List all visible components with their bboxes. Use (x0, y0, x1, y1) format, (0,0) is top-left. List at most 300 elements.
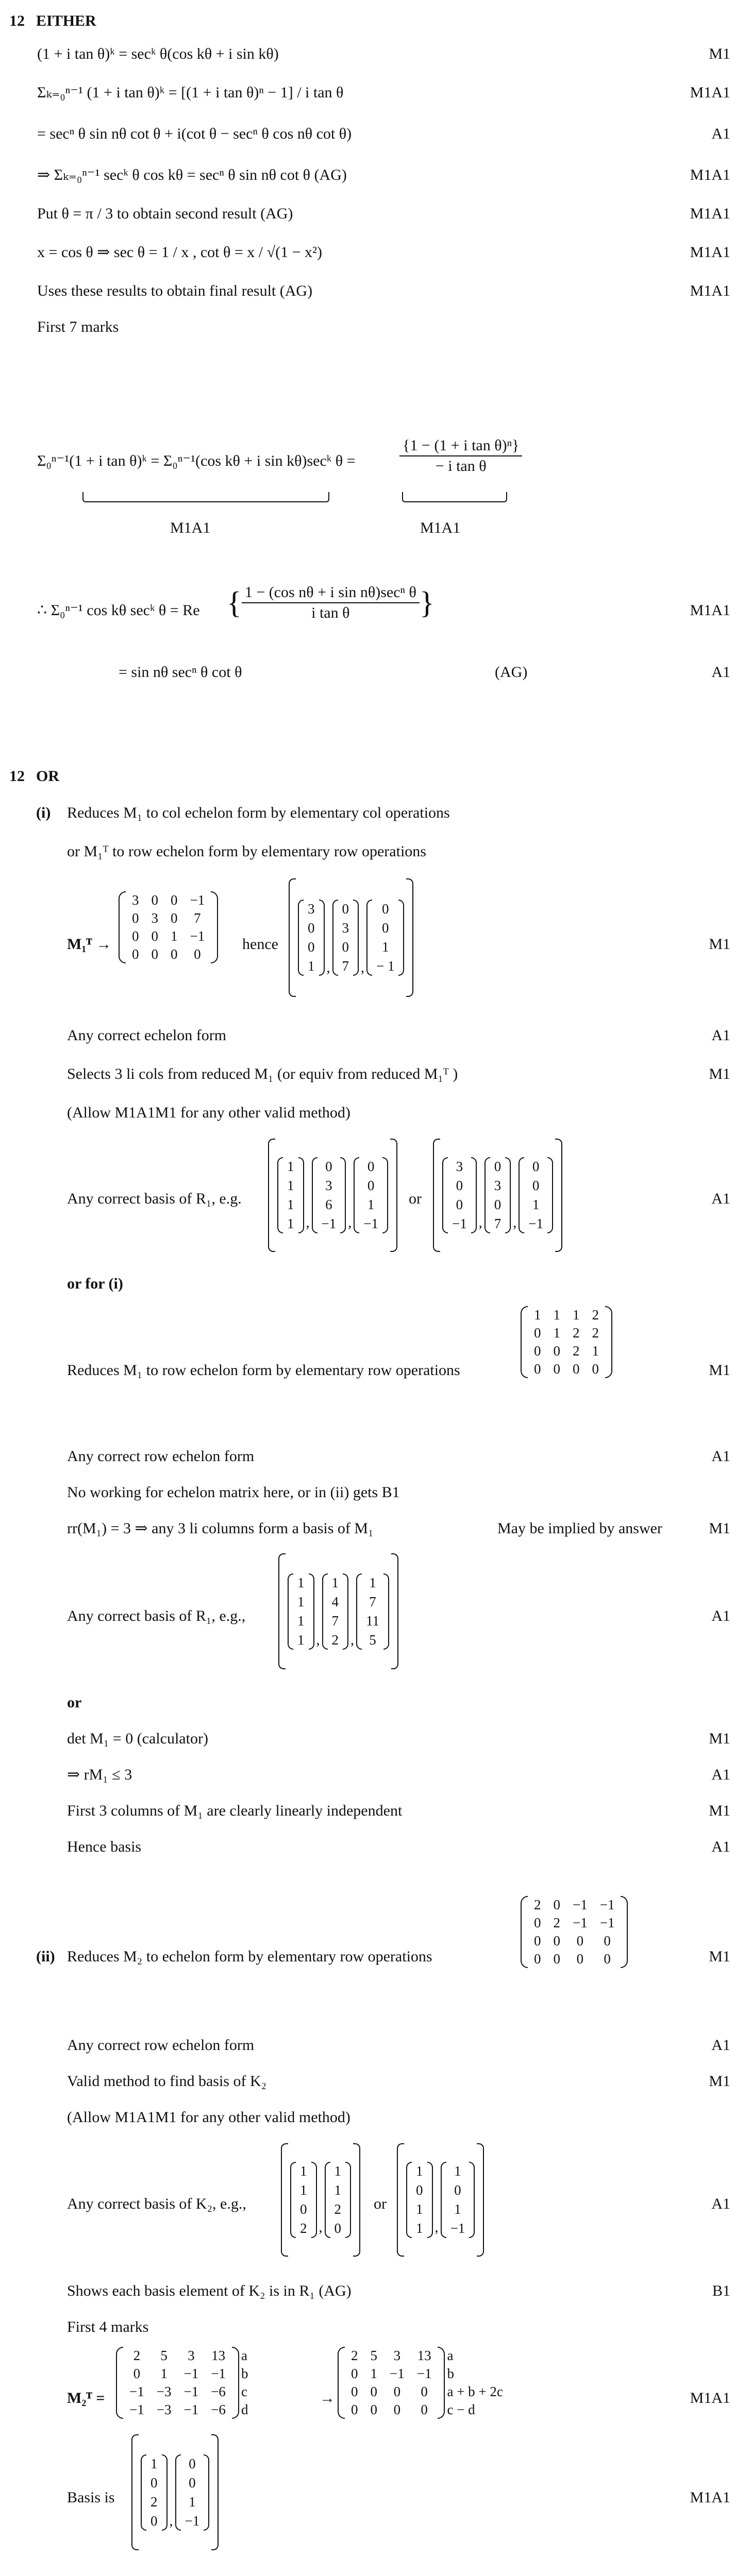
vector-cell: 0 (494, 1197, 502, 1212)
matrix-cell: 0 (576, 1951, 584, 1967)
matrix-cell: 0 (151, 946, 158, 962)
vector-cell: 0 (381, 920, 389, 936)
matrix-cell: 0 (351, 2366, 358, 2381)
ii-any: Any correct row echelon form (67, 2037, 255, 2054)
right-brace (406, 878, 413, 997)
vector-table (317, 1157, 341, 1233)
vector-cell: 7 (331, 1613, 339, 1629)
augment-table (239, 2347, 255, 2419)
rm-mark: A1 (711, 1766, 730, 1783)
matrix-cell: 0 (553, 1343, 560, 1359)
matrix-cell: −1 (183, 2366, 199, 2381)
vector-cell: −1 (450, 2221, 465, 2236)
matrix-cell: 0 (351, 2384, 358, 2399)
part-i-label: (i) (36, 804, 51, 821)
left-paren (521, 1896, 528, 1968)
matrix-cell: 0 (573, 1361, 580, 1377)
right-paren (547, 1157, 553, 1233)
matrix-cell: 1 (534, 1307, 541, 1323)
matrix-cell: a + b + 2c (447, 2384, 503, 2399)
vector-table (328, 1573, 343, 1650)
comma-separator: , (316, 1632, 320, 1648)
vector-cell: 0 (189, 2455, 196, 2471)
matrix-cell: −1 (190, 892, 205, 908)
vector-cell: 1 (300, 2163, 307, 2179)
vector-cell: 1 (297, 1574, 305, 1590)
m2-matrix (521, 1896, 628, 1968)
matrix-cell: 3 (151, 910, 158, 926)
vector-cell: 0 (308, 920, 315, 936)
left-paren (332, 900, 338, 976)
matrix-cell: 5 (370, 2348, 377, 2363)
matrix-cell: 0 (393, 2402, 401, 2417)
vector-cell: 0 (494, 1159, 502, 1174)
either-line: Uses these results to obtain final result (AG) (37, 282, 313, 299)
matrix-cell: 0 (553, 1933, 560, 1948)
right-paren (605, 1306, 612, 1378)
column-vector (441, 2162, 475, 2238)
matrix-cell: 0 (132, 910, 139, 926)
matrix-cell: 0 (151, 892, 158, 908)
matrix-cell: −1 (390, 2366, 405, 2381)
vector-cell: 0 (151, 2513, 158, 2529)
comma-separator: , (319, 2219, 323, 2235)
vector-table (181, 2454, 204, 2531)
matrix-cell: 0 (151, 928, 158, 944)
matrix-cell: c (241, 2384, 247, 2399)
either-line: (1 + i tan θ)ᵏ = secᵏ θ(cos kθ + i sin kθ) (37, 45, 279, 62)
column-vector (519, 1157, 553, 1233)
vector-table (283, 1157, 298, 1233)
rr-mark: M1 (709, 1520, 730, 1537)
right-brace (477, 2143, 484, 2257)
brace-mark-1: M1A1 (170, 519, 211, 536)
vector-table (524, 1157, 547, 1233)
basis-is: Basis is (67, 2489, 115, 2506)
vector-cell: 1 (334, 2182, 341, 2198)
vector-table (338, 900, 354, 976)
underbrace-2 (402, 492, 507, 502)
right-paren (319, 900, 325, 976)
vector-cell: 0 (342, 939, 349, 955)
row-matrix (521, 1306, 612, 1378)
matrix-cell: 0 (132, 946, 139, 962)
matrix-cell: 2 (133, 2348, 141, 2363)
part-ii-label: (ii) (36, 1948, 55, 1965)
vector-cell: 0 (456, 1178, 463, 1193)
comma-separator: , (306, 1215, 310, 1231)
matrix-cell: 1 (592, 1343, 599, 1359)
matrix-cell: 3 (188, 2348, 195, 2363)
matrix-cell: 1 (171, 928, 178, 944)
either-line-mark: M1A1 (690, 166, 730, 183)
basis-k2-label: Any correct basis of K₂, e.g., (67, 2195, 246, 2212)
vector-cell: 1 (189, 2494, 196, 2510)
rr-note: May be implied by answer (497, 1520, 662, 1537)
hence-basis: Hence basis (67, 1838, 142, 1855)
matrix-cell: 0 (534, 1361, 541, 1377)
vector-table (304, 900, 319, 976)
left-paren (441, 2162, 446, 2238)
hence-mark: M1 (709, 936, 730, 953)
basis-r1b-mark: A1 (711, 1607, 730, 1624)
matrix-table (123, 2347, 232, 2419)
vector-cell: 1 (287, 1216, 294, 1231)
vector-cell: 0 (454, 2182, 461, 2198)
column-vector (312, 1157, 346, 1233)
vector-table (372, 900, 398, 976)
row-mark: M1 (709, 1362, 730, 1379)
section-heading-or: OR (36, 768, 59, 785)
either-line-mark: M1A1 (690, 282, 730, 299)
right-paren (398, 900, 404, 976)
right-paren (298, 1157, 304, 1233)
matrix-cell: −3 (156, 2384, 172, 2399)
vector-cell: 1 (369, 1574, 376, 1590)
section-heading-either: EITHER (36, 12, 96, 29)
matrix-table (126, 891, 211, 963)
vector-cell: 1 (367, 1197, 375, 1212)
left-brace (433, 1139, 440, 1252)
matrix-cell: 2 (553, 1915, 560, 1930)
matrix-cell: −1 (573, 1915, 588, 1930)
right-paren (309, 1573, 314, 1650)
right-brace (390, 1139, 397, 1252)
column-vector (354, 1157, 388, 1233)
vector-cell: 1 (454, 2163, 461, 2179)
ii-any-mark: A1 (711, 2037, 730, 2054)
right-paren (383, 1573, 389, 1650)
first4: First 4 marks (67, 2318, 149, 2335)
basis-r1-label: Any correct basis of R₁, e.g. (67, 1190, 242, 1207)
matrix-cell: 5 (160, 2348, 168, 2363)
vector-cell: 0 (151, 2475, 158, 2490)
left-paren (298, 900, 304, 976)
right-brace (353, 2143, 360, 2257)
matrix-cell: 1 (160, 2366, 168, 2381)
alt-final-mark: A1 (711, 664, 730, 681)
left-paren (338, 2347, 345, 2419)
alt-sum-left: Σ₀ⁿ⁻¹(1 + i tan θ)ᵏ = Σ₀ⁿ⁻¹(cos kθ + i sin kθ)secᵏ θ = (37, 452, 356, 469)
matrix-cell: 2 (351, 2348, 358, 2363)
column-vector (322, 1573, 349, 1650)
vector-cell: 1 (308, 958, 315, 974)
left-paren (356, 1573, 362, 1650)
left-paren (354, 1157, 359, 1233)
vector-table (412, 2162, 427, 2238)
matrix-cell: 2 (573, 1325, 580, 1341)
column-vector (277, 1157, 304, 1233)
matrix-cell: 0 (553, 1361, 560, 1377)
matrix-cell: 0 (592, 1361, 599, 1377)
vector-table (293, 1573, 309, 1650)
matrix-cell: 2 (573, 1343, 580, 1359)
vector-cell: 1 (297, 1632, 305, 1648)
vector-cell: 7 (369, 1594, 376, 1609)
vector-cell: 1 (334, 2163, 341, 2179)
column-vector (141, 2454, 168, 2531)
alt-sum-num: {1 − (1 + i tan θ)ⁿ} (399, 438, 522, 456)
column-vector (484, 1157, 511, 1233)
alt-re-left: ∴ Σ₀ⁿ⁻¹ cos kθ secᵏ θ = Re (37, 602, 200, 619)
vector-cell: − 1 (376, 958, 395, 974)
left-brace (289, 878, 296, 997)
right-brace (391, 1553, 398, 1669)
alt-re-num: 1 − (cos nθ + i sin nθ)secⁿ θ (242, 585, 420, 603)
shows-mark: B1 (712, 2282, 730, 2299)
right-paren (340, 1157, 346, 1233)
any-echelon-mark: A1 (711, 1027, 730, 1044)
matrix-cell: 0 (534, 1915, 541, 1930)
alt-final-ag: (AG) (495, 664, 528, 681)
basis-is-set (131, 2434, 219, 2550)
vector-cell: 3 (308, 901, 315, 917)
matrix-cell: 0 (534, 1325, 541, 1341)
column-vector (442, 1157, 477, 1233)
comma-separator: , (326, 960, 330, 976)
left-paren (116, 2347, 123, 2419)
vector-table (446, 2162, 470, 2238)
column-vector (325, 2162, 352, 2238)
basis-r1-mark: A1 (711, 1190, 730, 1207)
comma-separator: , (350, 1632, 354, 1648)
vector-cell: 0 (367, 1159, 375, 1174)
selects-mark: M1 (709, 1065, 730, 1082)
matrix-cell: 13 (211, 2348, 226, 2363)
vector-cell: 0 (334, 2221, 341, 2236)
matrix-cell: 0 (534, 1933, 541, 1948)
ii-valid-mark: M1 (709, 2073, 730, 2090)
right-paren (438, 2347, 445, 2419)
basis-k2-mark: A1 (711, 2195, 730, 2212)
left-paren (406, 2162, 412, 2238)
m1t-label: M₁ᵀ → (67, 936, 112, 953)
matrix-cell: −1 (129, 2384, 144, 2399)
basis-r1b-label: Any correct basis of R₁, e.g., (67, 1607, 246, 1624)
right-paren (343, 1573, 348, 1650)
matrix-cell: 3 (132, 892, 139, 908)
vector-cell: 1 (416, 2221, 423, 2236)
vector-cell: 1 (416, 2163, 423, 2179)
right-paren (211, 891, 218, 963)
comma-separator: , (435, 2219, 439, 2235)
left-paren (141, 2454, 146, 2531)
matrix-cell: 0 (604, 1951, 611, 1967)
matrix-cell: a (241, 2348, 247, 2363)
question-number-or: 12 (9, 768, 25, 785)
matrix-cell: 0 (194, 946, 201, 962)
left-paren (519, 1157, 524, 1233)
matrix-cell: 0 (576, 1933, 584, 1948)
augment-table (445, 2347, 509, 2419)
matrix-cell: 13 (417, 2348, 431, 2363)
any-echelon: Any correct echelon form (67, 1027, 227, 1044)
left-paren (484, 1157, 490, 1233)
vector-cell: 0 (456, 1197, 463, 1212)
left-paren (175, 2454, 181, 2531)
basis-or-word: or (409, 1190, 422, 1207)
ii-text: Reduces M₂ to echelon form by elementary row operations (67, 1948, 432, 1965)
column-vector (332, 900, 359, 976)
vector-cell: 0 (416, 2182, 423, 2198)
basis-k2-or: or (374, 2195, 387, 2212)
matrix-cell: −3 (156, 2402, 172, 2417)
matrix-cell: −1 (416, 2366, 432, 2381)
vector-cell: 2 (300, 2221, 307, 2236)
matrix-cell: −1 (573, 1897, 588, 1912)
vector-cell: −1 (528, 1216, 543, 1231)
right-paren (345, 2162, 351, 2238)
vector-cell: 1 (381, 939, 389, 955)
underbrace-1 (82, 492, 329, 502)
either-line: First 7 marks (37, 318, 119, 335)
vector-cell: −1 (321, 1216, 337, 1231)
vector-table (146, 2454, 162, 2531)
vector-cell: 0 (189, 2475, 196, 2490)
matrix-cell: 1 (553, 1307, 560, 1323)
left-paren (277, 1157, 283, 1233)
right-paren (204, 2454, 209, 2531)
vector-cell: 7 (494, 1216, 502, 1231)
alt-re-mark: M1A1 (690, 602, 730, 619)
comma-separator: , (361, 960, 364, 976)
matrix-cell: −1 (129, 2402, 144, 2417)
column-vector (366, 900, 404, 976)
vector-table (330, 2162, 346, 2238)
alt-re-den: i tan θ (311, 604, 350, 621)
matrix-cell: −1 (190, 928, 205, 944)
either-line: ⇒ Σₖ₌₀ⁿ⁻¹ secᵏ θ cos kθ = secⁿ θ sin nθ cot θ (AG) (37, 166, 347, 183)
matrix-cell: −1 (183, 2402, 199, 2417)
right-paren (471, 1157, 477, 1233)
rr-text: rr(M₁) = 3 ⇒ any 3 li columns form a basis of M₁ (67, 1520, 374, 1537)
matrix-cell: 0 (370, 2384, 377, 2399)
left-paren (521, 1306, 528, 1378)
column-vector (298, 900, 325, 976)
aug-label: M₂ᵀ = (67, 2389, 105, 2406)
column-vector (290, 2162, 317, 2238)
hence-word: hence (242, 936, 278, 953)
vector-cell: 1 (151, 2455, 158, 2471)
vector-cell: 2 (331, 1632, 339, 1648)
hence-vectors (289, 878, 413, 997)
basis-r1-set1 (268, 1139, 397, 1252)
vector-cell: 0 (532, 1178, 540, 1193)
left-brace (278, 1553, 286, 1669)
matrix-cell: 1 (370, 2366, 377, 2381)
comma-separator: , (478, 1215, 482, 1231)
matrix-cell: 0 (171, 910, 178, 926)
right-paren (427, 2162, 433, 2238)
right-brace (555, 1139, 562, 1252)
basis-k2-set2 (397, 2143, 484, 2257)
matrix-cell: 2 (534, 1897, 541, 1912)
right-brace (211, 2434, 219, 2550)
selects: Selects 3 li cols from reduced M₁ (or equiv from reduced M₁ᵀ ) (67, 1065, 458, 1082)
right-paren (353, 900, 359, 976)
vector-cell: 1 (287, 1178, 294, 1193)
basis-r1-set2 (433, 1139, 562, 1252)
either-line-mark: M1A1 (690, 205, 730, 222)
aug-right-matrix (338, 2347, 509, 2419)
aug-mark: M1A1 (690, 2389, 730, 2406)
vector-cell: −1 (185, 2513, 200, 2529)
allow2: (Allow M1A1M1 for any other valid method) (67, 2109, 350, 2126)
first3-mark: M1 (709, 1802, 730, 1819)
matrix-cell: 0 (553, 1951, 560, 1967)
either-line-mark: M1A1 (690, 244, 730, 261)
vector-table (490, 1157, 506, 1233)
vector-cell: 11 (366, 1613, 379, 1629)
vector-cell: 1 (300, 2182, 307, 2198)
column-vector (288, 1573, 314, 1650)
vector-cell: 3 (456, 1159, 463, 1174)
matrix-cell: 1 (553, 1325, 560, 1341)
left-paren (290, 2162, 296, 2238)
vector-cell: 0 (381, 901, 389, 917)
vector-cell: 7 (342, 958, 349, 974)
vector-cell: 5 (369, 1632, 376, 1648)
left-paren (442, 1157, 448, 1233)
vector-table (362, 1573, 383, 1650)
aug-arrow-icon: → (320, 2389, 335, 2406)
right-paren (469, 2162, 475, 2238)
matrix-table (528, 1306, 605, 1378)
matrix-cell: −1 (211, 2366, 226, 2381)
rm-text: ⇒ rM₁ ≤ 3 (67, 1766, 132, 1783)
matrix-cell: 0 (553, 1897, 560, 1912)
alt-sum-fraction (399, 438, 522, 474)
left-brace (281, 2143, 288, 2257)
right-paren (382, 1157, 388, 1233)
vector-cell: 0 (342, 901, 349, 917)
matrix-cell: 0 (421, 2384, 428, 2399)
matrix-table (345, 2347, 438, 2419)
vector-cell: 0 (532, 1159, 540, 1174)
matrix-cell: −6 (211, 2384, 226, 2399)
alt-final: = sin nθ secⁿ θ cot θ (119, 664, 242, 681)
matrix-cell: b (447, 2366, 454, 2381)
basis-k2-set1 (281, 2143, 360, 2257)
left-paren (366, 900, 372, 976)
matrix-table (528, 1896, 621, 1968)
vector-cell: 0 (325, 1159, 332, 1174)
matrix-cell: −1 (599, 1915, 615, 1930)
either-line-mark: A1 (711, 125, 730, 142)
matrix-cell: −1 (183, 2384, 199, 2399)
either-line-mark: M1A1 (690, 84, 730, 101)
comma-separator: , (513, 1215, 517, 1231)
matrix-cell: −6 (211, 2402, 226, 2417)
vector-cell: 1 (287, 1197, 294, 1212)
vector-cell: 0 (308, 939, 315, 955)
vector-table (296, 2162, 311, 2238)
shows: Shows each basis element of K₂ is in R₁ (AG) (67, 2282, 352, 2299)
hence-basis-mark: A1 (711, 1838, 730, 1855)
brace-mark-2: M1A1 (420, 519, 461, 536)
vector-cell: 1 (297, 1613, 305, 1629)
comma-separator: , (169, 2513, 173, 2529)
alt-sum-den: − i tan θ (435, 457, 487, 474)
ii-mark: M1 (709, 1948, 730, 1965)
matrix-cell: c − d (447, 2402, 475, 2417)
matrix-cell: 0 (370, 2402, 377, 2417)
vector-cell: 0 (300, 2201, 307, 2217)
vector-cell: 3 (494, 1178, 502, 1193)
vector-cell: 2 (151, 2494, 158, 2510)
matrix-cell: 0 (604, 1933, 611, 1948)
reduce-row: Reduces M₁ to row echelon form by elementary row operations (67, 1362, 460, 1379)
